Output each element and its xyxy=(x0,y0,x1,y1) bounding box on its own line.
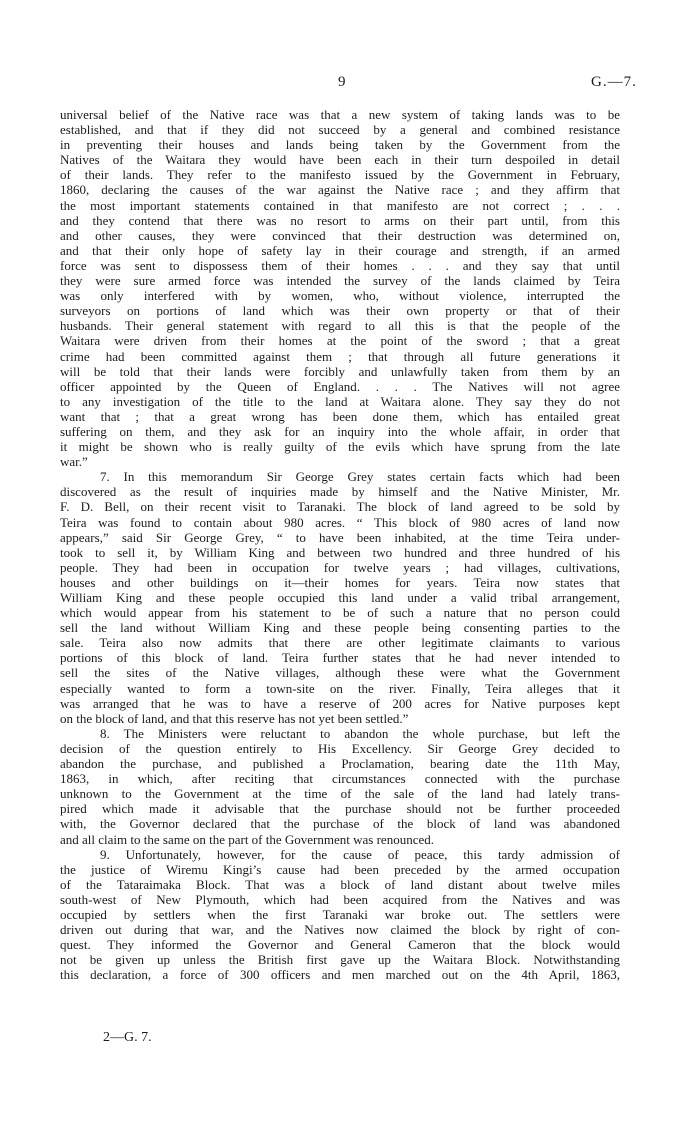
text-line: unknown to the Government at the time of the sale of the land had lately trans- xyxy=(60,786,620,802)
text-line: especially wanted to form a town-site on the river. Finally, Teira alleges that it xyxy=(60,680,620,696)
text-line: occupied by settlers when the first Taranaki war broke out. The settlers were xyxy=(60,906,620,922)
text-line: established, and that if they did not succeed by a general and combined resistance xyxy=(60,122,620,138)
signature-mark: 2—G. 7. xyxy=(103,1030,152,1045)
text-line: Natives of the Waitara they would have been each in their turn despoiled in detail xyxy=(60,152,620,168)
text-line: will be told that their lands were forcibly and unlawfully taken from them by an xyxy=(60,363,620,379)
text-line: want that ; that a great wrong has been done them, which has entailed great xyxy=(60,408,620,424)
text-line: sell the land without William King and these people being consenting parties to the xyxy=(60,620,620,636)
text-line: and that their only hope of safety lay in their courage and strength, if an armed xyxy=(60,242,620,258)
body-text xyxy=(60,107,620,982)
text-line: and they contend that there was no resort to arms on their part until, from this xyxy=(60,212,620,228)
text-line: with, the Governor declared that the purchase of the block of land was abandoned xyxy=(60,816,620,832)
text-line: and other causes, they were convinced that their destruction was determined on, xyxy=(60,227,620,243)
text-line: was only interfered with by women, who, without violence, interrupted the xyxy=(60,288,620,304)
text-line: 8. The Ministers were reluctant to abandon the whole purchase, but left the xyxy=(100,725,620,741)
text-line: husbands. Their general statement with regard to all this is that the people of the xyxy=(60,318,620,334)
text-line: to any investigation of the title to the land at Waitara alone. They say they do not xyxy=(60,393,620,409)
text-line: 1860, declaring the causes of the war against the Native race ; and they affirm that xyxy=(60,182,620,198)
text-line: abandon the purchase, and published a Proclamation, bearing date the 11th May, xyxy=(60,756,620,772)
text-line: William King and these people occupied this land under a valid tribal arrangement, xyxy=(60,590,620,605)
text-line: in preventing their houses and lands being taken by the Government from the xyxy=(60,137,620,153)
text-line: which would appear from his statement to be of such a nature that no person could xyxy=(60,605,620,621)
text-line: pired which made it advisable that the purchase should not be further proceeded xyxy=(60,801,620,817)
text-line: and all claim to the same on the part of the Government was renounced. xyxy=(60,831,434,847)
text-line: appears,” said Sir George Grey, “ to have been inhabited, at the time Teira under- xyxy=(60,529,620,545)
text-line: Waitara were driven from their homes at the point of the sword ; that a great xyxy=(60,333,620,349)
text-line: they were sure armed force was intended the survey of the lands claimed by Teira xyxy=(60,273,620,289)
text-line: Teira was found to contain about 980 acres. “ This block of 980 acres of land now xyxy=(60,514,620,530)
text-line: took to sell it, by William King and between two hundred and three hundred of his xyxy=(60,544,620,560)
text-line: crime had been committed against them ; that through all future generations it xyxy=(60,348,620,364)
text-line: on the block of land, and that this reserve has not yet been settled.” xyxy=(60,710,409,726)
text-line: force was sent to dispossess them of their homes . . . and they say that until xyxy=(60,257,620,273)
text-line: it might be shown who is really guilty of the evils which have sprung from the late xyxy=(60,439,620,455)
text-line: driven out during that war, and the Natives now claimed the block by right of con- xyxy=(60,922,620,938)
text-line: houses and other buildings on it—their homes for years. Teira now states that xyxy=(60,574,620,590)
text-line: 1863, in which, after reciting that circumstances connected with the purchase xyxy=(60,771,620,787)
text-line: portions of this block of land. Teira further states that he had never intended to xyxy=(60,650,620,666)
text-line: quest. They informed the Governor and General Cameron that the block would xyxy=(60,937,620,953)
text-line: F. D. Bell, on their recent visit to Taranaki. The block of land agreed to be sold by xyxy=(60,499,620,515)
text-line: was arranged that he was to have a reserve of 200 acres for Native purposes kept xyxy=(60,695,620,711)
text-line: the most important statements contained in that manifesto are not correct ; . . . xyxy=(60,197,620,213)
text-line: discovered as the result of inquiries made by himself and the Native Minister, Mr. xyxy=(60,484,620,500)
text-line: this declaration, a force of 300 officers and men marched out on the 4th April, 1863, xyxy=(60,967,620,983)
text-line: not be given up unless the British first gave up the Waitara Block. Notwithstanding xyxy=(60,952,620,968)
text-line: universal belief of the Native race was that a new system of taking lands was to be xyxy=(60,107,620,122)
text-line: officer appointed by the Queen of England. . . . The Natives will not agree xyxy=(60,378,620,394)
text-line: 7. In this memorandum Sir George Grey states certain facts which had been xyxy=(100,469,620,485)
text-line: sale. Teira also now admits that there are other legitimate claimants to various xyxy=(60,635,620,651)
text-line: suffering on them, and they ask for an inquiry into the whole affair, in order that xyxy=(60,423,620,439)
text-line: the justice of Wiremu Kingi’s cause had been preceded by the armed occupation xyxy=(60,861,620,877)
text-line: people. They had been in occupation for twelve years ; had villages, cultivations, xyxy=(60,559,620,575)
text-line: south-west of New Plymouth, which had been acquired from the Natives and was xyxy=(60,891,620,907)
text-line: of their lands. They refer to the manifesto issued by the Government in February, xyxy=(60,167,620,183)
text-line: war.” xyxy=(60,454,88,470)
page-number: 9 xyxy=(338,74,346,90)
text-line: sell the sites of the Native villages, although these were what the Government xyxy=(60,665,620,681)
text-line: 9. Unfortunately, however, for the cause of peace, this tardy admission of xyxy=(100,846,620,862)
text-line: decision of the question entirely to His Excellency. Sir George Grey decided to xyxy=(60,740,620,756)
document-reference: G.—7. xyxy=(591,74,637,90)
text-line: of the Tataraimaka Block. That was a block of land distant about twelve miles xyxy=(60,876,620,892)
text-line: surveyors on portions of land which was their own property or that of their xyxy=(60,303,620,319)
